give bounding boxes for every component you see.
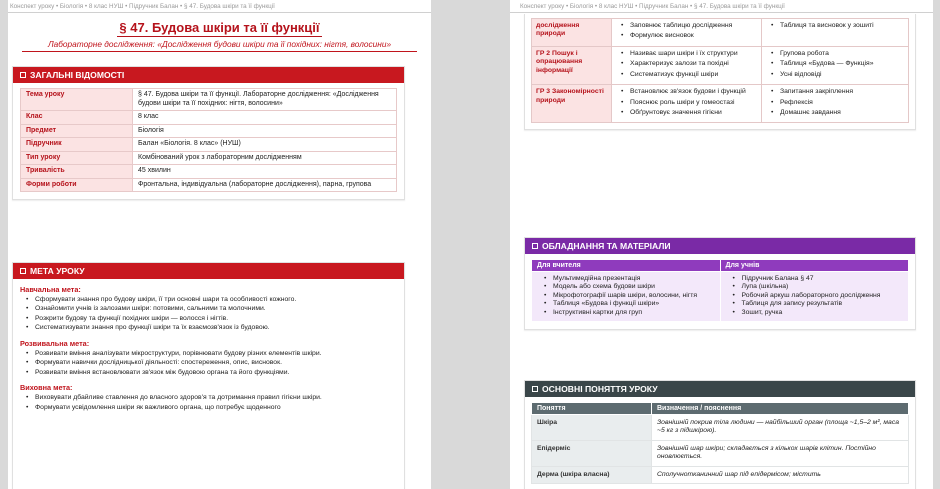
concept-row [532, 466, 909, 483]
goals-heading [13, 263, 404, 279]
stage-student-list [616, 50, 757, 79]
running-header: Конспект уроку • Біологія • 8 клас НУШ • Підручник Балан • § 47. Будова шкіри та її функції [520, 3, 785, 10]
goal-group-title: Навчальна мета: [20, 285, 81, 294]
goal-item: • Розкрити будову та функції похідних шкіри — волосся і нігтів. [35, 315, 396, 323]
goals-body [13, 285, 404, 412]
concept-row [532, 415, 909, 441]
goal-group-title: Розвивальна мета: [20, 338, 90, 348]
running-header: Конспект уроку • Біологія • 8 клас НУШ • Підручник Балан • § 47. Будова шкіри та її функції [10, 3, 275, 10]
equipment-heading [525, 238, 915, 254]
teacher-material-item: • Модель або схема будови шкіри [553, 283, 715, 291]
concept-term: Дерма (шкіра власна) [532, 466, 652, 483]
teacher-material-item: • Інструктивні картки для груп [553, 309, 715, 317]
stage-student-item: • Пояснює роль шкіри у гомеостазі [630, 99, 757, 107]
student-material-item: • Підручник Балана § 47 [742, 275, 904, 283]
stage-result-item: • Таблиця «Будова — Функція» [780, 60, 904, 68]
concept-term: Шкіра [532, 415, 652, 441]
info-value: Біологія [133, 124, 397, 138]
info-row [21, 165, 397, 179]
goal-item: • Формувати усвідомлення шкіри як важливого органа, що потребує щоденного [35, 404, 396, 412]
stage-name: ГР 2 Пошук і опрацювання інформації [532, 46, 612, 84]
info-value: 45 хвилин [133, 165, 397, 179]
concept-definition: Зовнішній шар шкіри; складається з кількох шарів клітин. Постійно оновлюється. [652, 440, 909, 466]
concepts-heading-text: ОСНОВНІ ПОНЯТТЯ УРОКУ [542, 384, 658, 394]
info-row [21, 178, 397, 192]
concepts-heading [525, 381, 915, 397]
stage-student-list [616, 88, 757, 117]
goal-item: • Розвивати вміння встановлювати зв'язок між будовою органа та його функціями. [35, 369, 396, 377]
stage-student-item: • Називає шари шкіри і їх структури [630, 50, 757, 58]
stage-result [762, 19, 909, 47]
equipment-table [531, 259, 909, 322]
student-material-item: • Зошит, ручка [742, 309, 904, 317]
stage-row [532, 85, 909, 123]
info-row [21, 151, 397, 165]
info-key: Тип уроку [21, 151, 133, 165]
concept-definition: Сполучнотканинний шар під епідермісом; містить [652, 466, 909, 483]
stage-result [762, 85, 909, 123]
stage-student-activity [612, 19, 762, 47]
info-row [21, 111, 397, 125]
equipment-section [524, 237, 916, 330]
info-key: Форми роботи [21, 178, 133, 192]
teacher-material-item: • Мультимедійна презентація [553, 275, 715, 283]
stage-name: дослідження природи [532, 19, 612, 47]
stage-result-item: • Запитання закріплення [780, 88, 904, 96]
stage-student-item: • Формулює висновок [630, 32, 757, 40]
goal-item: • Розвивати вміння аналізувати мікроструктури, порівнювати будову різних елементів шкіри. [35, 350, 396, 358]
page-left [8, 0, 431, 489]
teacher-column-header: Для вчителя [532, 260, 721, 272]
title-block [8, 13, 431, 52]
concept-definition: Зовнішній покрив тіла людини — найбільший орган (площа ~1,5–2 м², маса ~5 кг з підшкірою). [652, 415, 909, 441]
stage-result-list [766, 22, 904, 30]
stage-result-item: • Домашнє завдання [780, 109, 904, 117]
document-title: § 47. Будова шкіри та її функції [119, 20, 320, 35]
teacher-material-item: • Таблиця «Будова і функції шкіри» [553, 300, 715, 308]
teacher-materials [532, 272, 721, 322]
stage-result-item: • Рефлексія [780, 99, 904, 107]
info-row [21, 138, 397, 152]
goal-item: • Ознайомити учнів із залозами шкіри: потовими, сальними та молочними. [35, 305, 396, 313]
student-material-item: • Лупа (шкільна) [742, 283, 904, 291]
square-icon [20, 268, 26, 274]
stage-student-item: • Встановлює зв'язок будови і функцій [630, 88, 757, 96]
stage-result-item: • Групова робота [780, 50, 904, 58]
goal-item: • Систематизувати знання про функції шкіри та їх взаємозв'язок із будовою. [35, 324, 396, 332]
goal-list [35, 394, 404, 412]
stage-result-item: • Таблиця та висновок у зошиті [780, 22, 904, 30]
goal-list [35, 350, 404, 377]
info-key: Тема уроку [21, 89, 133, 111]
goal-group-title: Виховна мета: [20, 383, 73, 393]
stage-result-item: • Усні відповіді [780, 71, 904, 79]
stage-result [762, 46, 909, 84]
stages-table [531, 18, 909, 123]
general-table [20, 88, 397, 192]
header-divider [510, 12, 933, 13]
square-icon [532, 386, 538, 392]
general-heading [13, 67, 404, 83]
stage-name: ГР 3 Закономірності природи [532, 85, 612, 123]
concept-term: Епідерміс [532, 440, 652, 466]
info-key: Підручник [21, 138, 133, 152]
stage-student-item: • Характеризує залози та похідні [630, 60, 757, 68]
concepts-table [531, 402, 909, 484]
info-key: Предмет [21, 124, 133, 138]
stage-student-list [616, 22, 757, 41]
goals-section [12, 262, 405, 489]
page-right [510, 0, 933, 489]
stage-result-list [766, 50, 904, 79]
stage-student-item: • Заповнює таблицю дослідження [630, 22, 757, 30]
equipment-heading-text: ОБЛАДНАННЯ ТА МАТЕРІАЛИ [542, 241, 671, 251]
goal-item: • Сформувати знання про будову шкіри, її три основні шари та особливості кожного. [35, 296, 396, 304]
stage-student-item: • Обґрунтовує значення гігієни [630, 109, 757, 117]
goals-heading-text: МЕТА УРОКУ [30, 266, 85, 276]
definition-column-header: Визначення / пояснення [652, 403, 909, 415]
info-key: Клас [21, 111, 133, 125]
square-icon [20, 72, 26, 78]
info-value: Комбінований урок з лабораторним дослідженням [133, 151, 397, 165]
goal-item: • Формувати навички дослідницької діяльності: спостереження, опис, висновок. [35, 359, 396, 367]
student-materials [720, 272, 909, 322]
general-section [12, 66, 405, 200]
info-value: Фронтальна, індивідуальна (лабораторне дослідження), парна, групова [133, 178, 397, 192]
term-column-header: Поняття [532, 403, 652, 415]
student-material-item: • Таблиця для запису результатів [742, 300, 904, 308]
student-material-item: • Робочий аркуш лабораторного дослідження [742, 292, 904, 300]
stage-row [532, 19, 909, 47]
info-row [21, 124, 397, 138]
students-column-header: Для учнів [720, 260, 909, 272]
info-key: Тривалість [21, 165, 133, 179]
info-value: Балан «Біологія. 8 клас» (НУШ) [133, 138, 397, 152]
stage-row [532, 46, 909, 84]
goal-list [35, 296, 404, 333]
stage-result-list [766, 88, 904, 117]
document-subtitle: Лабораторне дослідження: «Дослідження будови шкіри та її похідних: нігтя, волосини» [22, 39, 417, 52]
goal-item: • Виховувати дбайливе ставлення до власного здоров'я та дотримання правил гігієни шкіри. [35, 394, 396, 402]
info-value: § 47. Будова шкіри та її функції. Лабораторне дослідження: «Дослідження будови шкіри та її похідних: нігтя, волосини» [133, 89, 397, 111]
concept-row [532, 440, 909, 466]
stage-student-activity [612, 85, 762, 123]
general-heading-text: ЗАГАЛЬНІ ВІДОМОСТІ [30, 70, 125, 80]
info-value: 8 клас [133, 111, 397, 125]
square-icon [532, 243, 538, 249]
info-row [21, 89, 397, 111]
teacher-material-item: • Мікрофотографії шарів шкіри, волосини, нігтя [553, 292, 715, 300]
concepts-section [524, 380, 916, 489]
stage-student-activity [612, 46, 762, 84]
stage-student-item: • Систематизує функції шкіри [630, 71, 757, 79]
stages-section [524, 14, 916, 130]
